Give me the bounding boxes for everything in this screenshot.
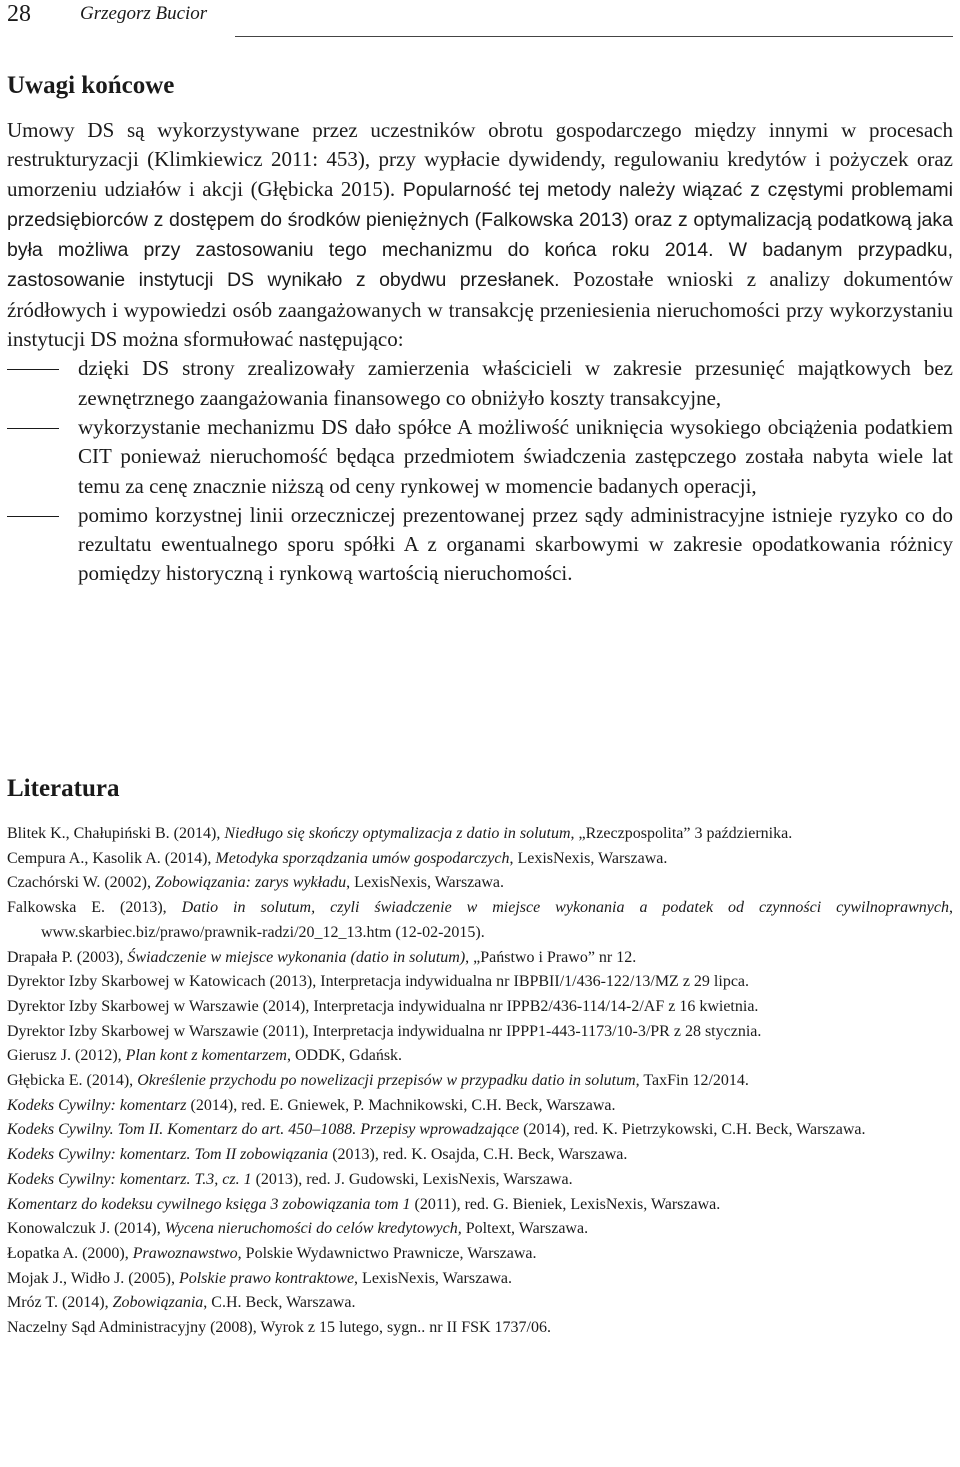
conclusion-text: dzięki DS strony zrealizowały zamierzenia właścicieli w zakresie przesunięć majątkowych bez zewnętrznego zaangażowania finansowego co obniżyło koszty transakcyjne, bbox=[78, 356, 953, 410]
ref-title: Komentarz do kodeksu cywilnego księga 3 zobowiązania tom 1 bbox=[7, 1195, 411, 1213]
paragraph-part-2: Popularność tej metody należy wiązać z częstymi problemami przedsiębiorców z dostępem do środków pieniężnych (Falkowska 2013) oraz z optymalizacją podatkową jaka była możliwa przy zastosowaniu tego mechanizmu do końca roku 2014. W badanym przypadku, zastosowanie instytucji DS wynikało z obydwu przesłanek. bbox=[7, 178, 953, 292]
ref-title: Polskie prawo kontraktowe bbox=[178, 1269, 355, 1287]
ref-suffix: (2014), red. E. Gniewek, P. Machnikowski, C.H. Beck, Warszawa. bbox=[186, 1096, 616, 1114]
paragraph-part-1: Umowy DS są wykorzystywane przez uczestników obrotu gospodarczego między innymi w procesach restrukturyzacji (Klimkiewicz 2011: 453), przy wypłacie dywidendy, regulowaniu kredytów i pożyczek oraz umorzeniu udziałów i akcji (Głębicka 2015). bbox=[7, 118, 953, 201]
ref-title: Kodeks Cywilny: komentarz. Tom II zobowiązania bbox=[7, 1146, 329, 1164]
conclusion-text: pomimo korzystnej linii orzeczniczej prezentowanej przez sądy administracyjne istnieje ryzyko co do rezultatu ewentualnego sporu spółki A z organami skarbowymi w zakresie opodatkowania różnicy pomiędzy historyczną i rynkową wartością nieruchomości. bbox=[78, 502, 953, 586]
reference-entry bbox=[7, 970, 953, 995]
reference-entry bbox=[7, 1168, 953, 1193]
ref-suffix: (2014), red. K. Pietrzykowski, C.H. Beck, Warszawa. bbox=[519, 1121, 866, 1139]
reference-entry bbox=[7, 1094, 953, 1119]
ref-title: Kodeks Cywilny: komentarz bbox=[7, 1096, 187, 1114]
conclusions-body bbox=[7, 116, 953, 589]
reference-entry bbox=[7, 1143, 953, 1168]
ref-prefix: Czachórski W. (2002), bbox=[7, 874, 155, 892]
reference-entry bbox=[7, 896, 953, 945]
ref-prefix: Dyrektor Izby Skarbowej w Katowicach (2013), Interpretacja indywidualna nr IBPBII/1/436-122/13/MZ z 29 lipca. bbox=[7, 973, 750, 991]
ref-suffix: , „Rzeczpospolita” 3 października. bbox=[570, 825, 793, 842]
dash-bullet bbox=[7, 428, 59, 429]
ref-prefix: Naczelny Sąd Administracyjny (2008), Wyrok z 15 lutego, sygn.. nr II FSK 1737/06. bbox=[7, 1319, 551, 1337]
running-header bbox=[7, 0, 953, 40]
ref-suffix: , TaxFin 12/2014. bbox=[635, 1072, 749, 1090]
ref-prefix: Falkowska E. (2013), bbox=[7, 899, 182, 917]
conclusion-item bbox=[7, 354, 953, 413]
ref-suffix: , ODDK, Gdańsk. bbox=[286, 1047, 403, 1065]
literature-title: Literatura bbox=[7, 775, 120, 802]
ref-title: Kodeks Cywilny: komentarz. T.3, cz. 1 bbox=[7, 1170, 252, 1188]
ref-prefix: Konowalczuk J. (2014), bbox=[7, 1220, 165, 1238]
reference-entry bbox=[7, 1217, 953, 1242]
ref-prefix: Dyrektor Izby Skarbowej w Warszawie (2014), Interpretacja indywidualna nr IPPB2/436-114/14-2/AF z 16 kwietnia. bbox=[7, 997, 759, 1015]
reference-entry bbox=[7, 1020, 953, 1045]
ref-prefix: Gierusz J. (2012), bbox=[7, 1047, 126, 1065]
document-page bbox=[7, 0, 953, 1467]
ref-title: Kodeks Cywilny. Tom II. Komentarz do art. 450–1088. Przepisy wprowadzające bbox=[7, 1121, 520, 1139]
ref-prefix: Dyrektor Izby Skarbowej w Warszawie (2011), Interpretacja indywidualna nr IPPP1-443-1173/10-3/PR z 28 stycznia. bbox=[7, 1022, 762, 1040]
ref-suffix: (2013), red. K. Osajda, C.H. Beck, Warszawa. bbox=[328, 1146, 628, 1164]
ref-prefix: Mróz T. (2014), bbox=[7, 1294, 113, 1312]
page-number: 28 bbox=[7, 1, 31, 27]
ref-prefix: Drapała P. (2003), bbox=[7, 948, 128, 966]
paragraph-part-3: Pozostałe wnioski z analizy dokumentów źródłowych i wypowiedzi osób zaangażowanych w transakcję przeniesienia nieruchomości przy wykorzystaniu instytucji DS można sformułować następująco: bbox=[7, 267, 953, 352]
ref-title: Plan kont z komentarzem bbox=[125, 1047, 287, 1065]
ref-title: Prawoznawstwo bbox=[132, 1244, 238, 1262]
ref-prefix: Łopatka A. (2000), bbox=[7, 1244, 133, 1262]
ref-suffix: (2011), red. G. Bieniek, LexisNexis, Warszawa. bbox=[410, 1195, 721, 1213]
section-title: Uwagi końcowe bbox=[7, 72, 175, 99]
ref-suffix: , LexisNexis, Warszawa. bbox=[346, 874, 505, 892]
ref-title: Datio in solutum, czyli świadczenie w miejsce wykonania a podatek od czynności cywilnoprawnych bbox=[181, 899, 950, 917]
reference-entry bbox=[7, 847, 953, 872]
conclusion-text: wykorzystanie mechanizmu DS dało spółce A możliwość uniknięcia wysokiego obciążenia podatkiem CIT ponieważ nieruchomość będąca przedmiotem świadczenia zastępczego została nabyta wiele lat temu za cenę znacznie niższą od ceny rynkowej w momencie badanych operacji, bbox=[78, 414, 953, 498]
ref-title: Określenie przychodu po nowelizacji przepisów w przypadku datio in solutum bbox=[137, 1072, 636, 1090]
reference-list bbox=[7, 822, 953, 1341]
header-author: Grzegorz Bucior bbox=[80, 3, 208, 24]
ref-suffix: Poltext, Warszawa. bbox=[461, 1220, 589, 1238]
ref-suffix: , „Państwo i Prawo” nr 12. bbox=[465, 948, 637, 966]
reference-entry bbox=[7, 1291, 953, 1316]
ref-title: Zobowiązania: zarys wykładu bbox=[154, 874, 347, 892]
header-rule bbox=[235, 36, 953, 37]
ref-title: Świadczenie w miejsce wykonania (datio in solutum) bbox=[127, 948, 466, 966]
reference-entry bbox=[7, 1044, 953, 1069]
reference-entry bbox=[7, 1069, 953, 1094]
ref-suffix: , LexisNexis, Warszawa. bbox=[354, 1269, 512, 1287]
reference-entry bbox=[7, 946, 953, 971]
ref-suffix: , www.skarbiec.biz/prawo/prawnik-radzi/20_12_13.htm (12-02-2015). bbox=[41, 899, 954, 941]
reference-entry bbox=[7, 1242, 953, 1267]
conclusion-item bbox=[7, 501, 953, 589]
conclusion-item bbox=[7, 413, 953, 501]
ref-title: Metodyka sporządzania umów gospodarczych bbox=[215, 849, 510, 867]
ref-suffix: , LexisNexis, Warszawa. bbox=[509, 849, 668, 867]
ref-suffix: , Polskie Wydawnictwo Prawnicze, Warszawa. bbox=[237, 1244, 537, 1262]
dash-bullet bbox=[7, 516, 59, 517]
ref-prefix: Mojak J., Widło J. (2005), bbox=[7, 1269, 179, 1287]
ref-title: Wycena nieruchomości do celów kredytowych, bbox=[164, 1220, 462, 1238]
ref-suffix: , C.H. Beck, Warszawa. bbox=[203, 1294, 356, 1312]
reference-entry bbox=[7, 871, 953, 896]
dash-bullet bbox=[7, 369, 59, 370]
reference-entry bbox=[7, 1267, 953, 1292]
reference-entry bbox=[7, 1316, 953, 1341]
reference-entry bbox=[7, 1118, 953, 1143]
reference-entry bbox=[7, 822, 953, 847]
ref-prefix: Głębicka E. (2014), bbox=[7, 1072, 138, 1090]
ref-prefix: Blitek K., Chałupiński B. (2014), bbox=[7, 825, 225, 842]
conclusions-list bbox=[7, 354, 953, 588]
conclusions-paragraph bbox=[7, 116, 953, 354]
ref-prefix: Cempura A., Kasolik A. (2014), bbox=[7, 849, 216, 867]
reference-entry bbox=[7, 995, 953, 1020]
ref-title: Niedługo się skończy optymalizacja z datio in solutum bbox=[224, 825, 571, 842]
ref-suffix: (2013), red. J. Gudowski, LexisNexis, Warszawa. bbox=[251, 1170, 573, 1188]
ref-title: Zobowiązania bbox=[112, 1294, 204, 1312]
reference-entry bbox=[7, 1193, 953, 1218]
